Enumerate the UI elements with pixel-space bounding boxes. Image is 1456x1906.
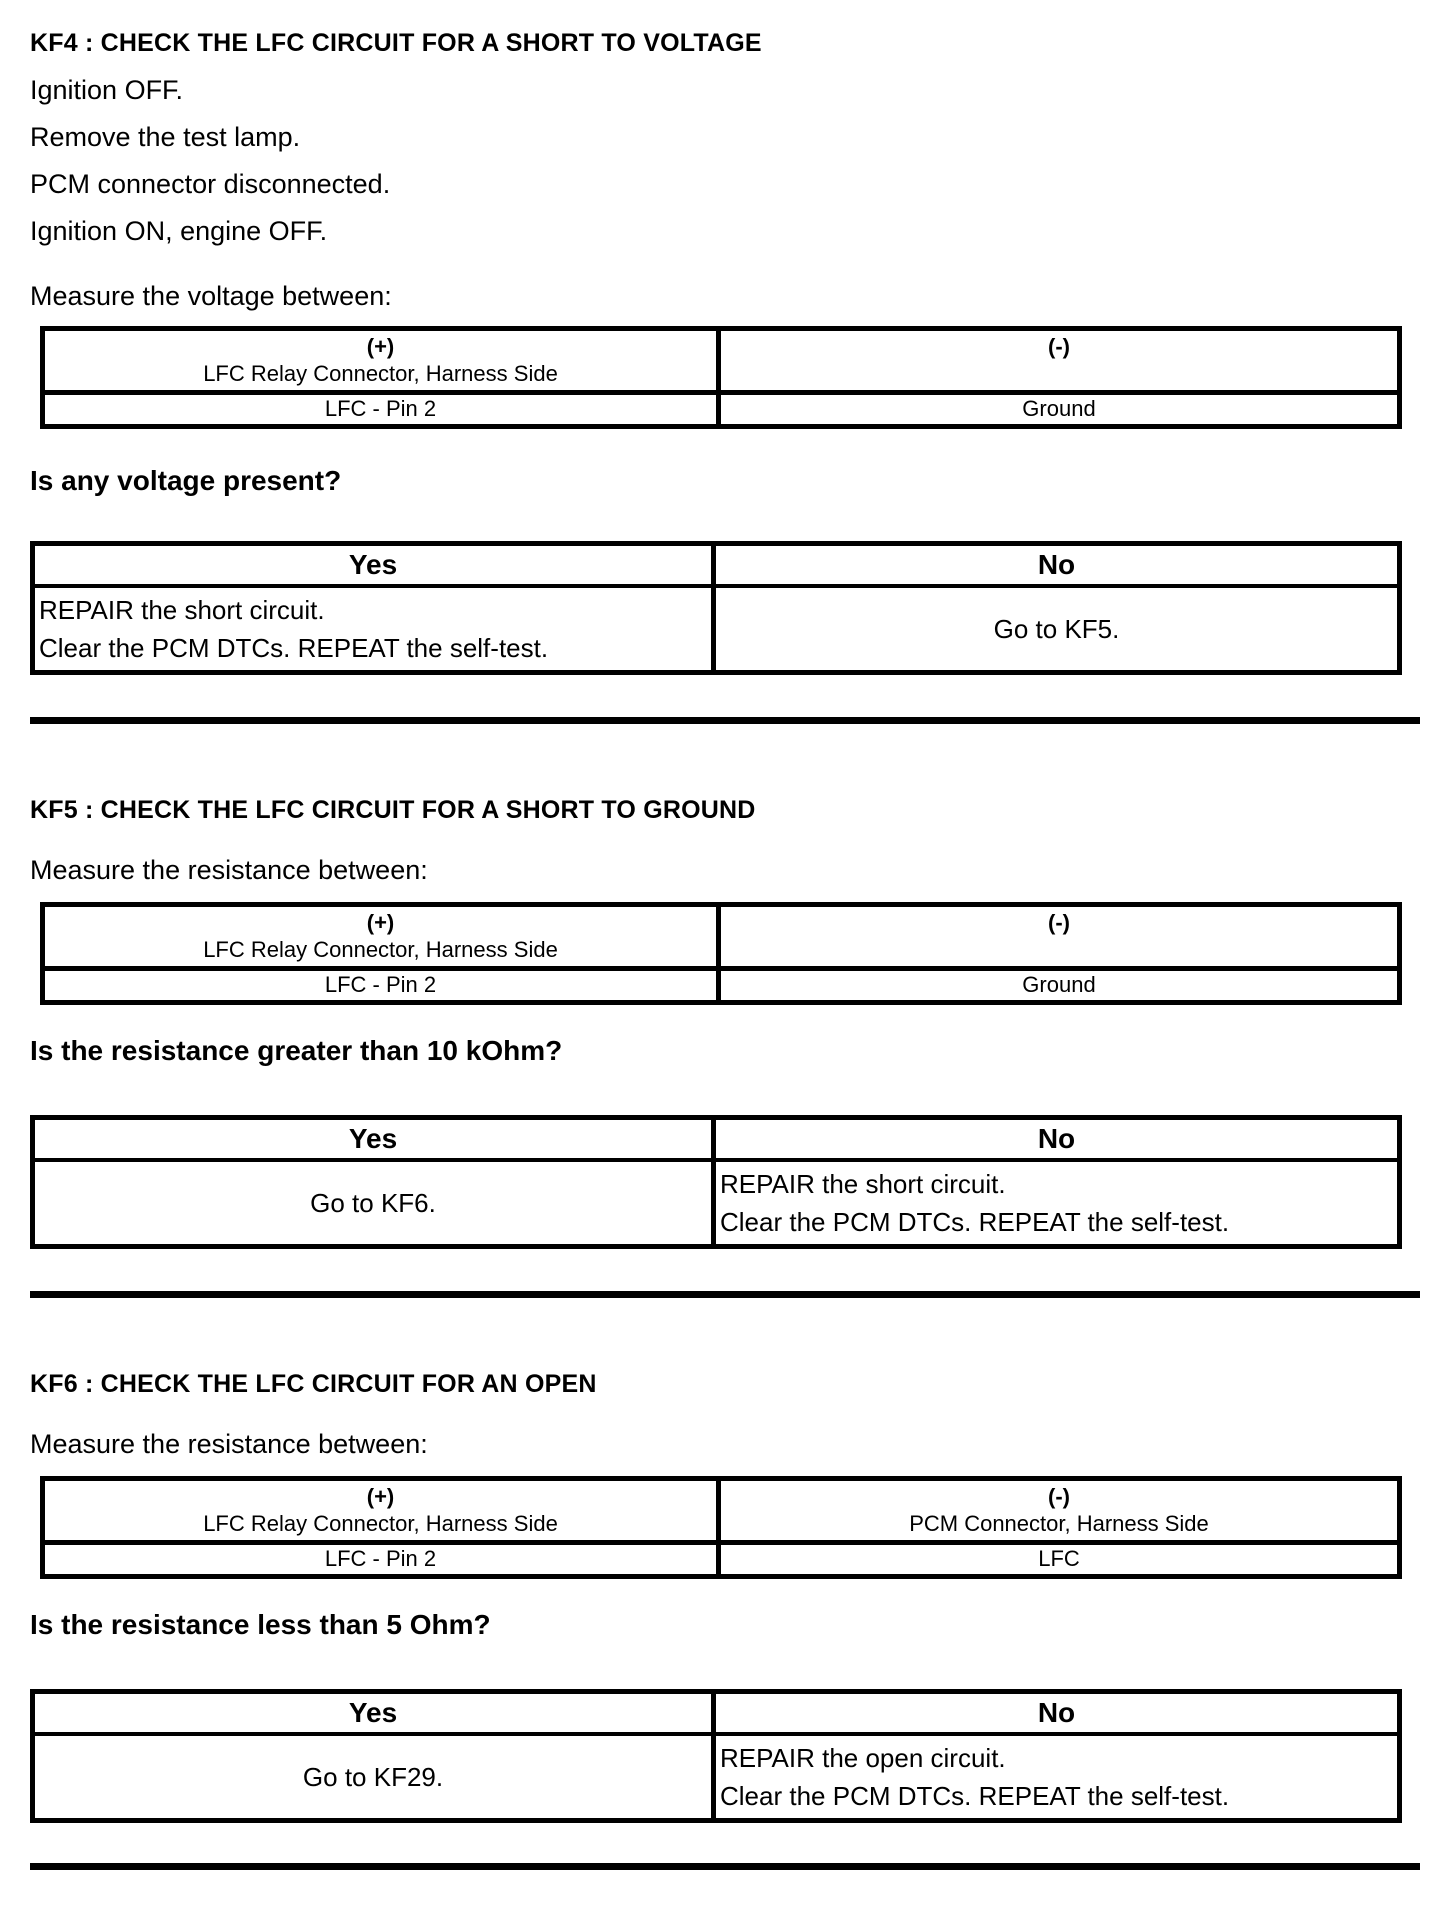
yes-action-cell — [35, 1162, 716, 1244]
result-table-body-row — [35, 588, 1397, 670]
question: Is any voltage present? — [30, 465, 342, 496]
action-line: Go to KF29. — [302, 1762, 444, 1792]
result-table-header-row — [35, 546, 1397, 588]
no-header-cell: No — [1037, 1697, 1076, 1728]
positive-symbol: (+) — [366, 1484, 395, 1509]
result-table — [30, 541, 1402, 675]
positive-point-cell: LFC - Pin 2 — [45, 1545, 721, 1574]
measure-label: Measure the resistance between: — [30, 1429, 428, 1459]
instruction-line: PCM connector disconnected. — [30, 169, 391, 199]
yes-header-cell: Yes — [35, 1694, 716, 1732]
instruction-line: Remove the test lamp. — [30, 122, 301, 152]
no-action-cell — [716, 588, 1397, 670]
result-table — [30, 1689, 1402, 1823]
section-kf5 — [30, 795, 1428, 1298]
positive-symbol: (+) — [366, 910, 395, 935]
measurement-table-header-row — [45, 1481, 1397, 1545]
measurement-table — [40, 326, 1402, 429]
negative-header-cell — [721, 331, 1397, 390]
positive-connector-label: LFC Relay Connector, Harness Side — [203, 361, 558, 386]
section-kf4-heading: KF4 : CHECK THE LFC CIRCUIT FOR A SHORT TO VOLTAGE — [30, 29, 762, 57]
question: Is the resistance greater than 10 kOhm? — [30, 1035, 563, 1066]
yes-header-cell: Yes — [35, 1120, 716, 1158]
action-line: Go to KF5. — [993, 614, 1120, 644]
positive-point-cell: LFC - Pin 2 — [45, 971, 721, 1000]
section-divider — [30, 1291, 1420, 1298]
measurement-table — [40, 1476, 1402, 1579]
measurement-table-header-row — [45, 907, 1397, 971]
negative-point-cell: Ground — [1022, 396, 1096, 421]
negative-symbol: (-) — [1048, 910, 1070, 935]
result-table-body-row — [35, 1162, 1397, 1244]
instruction-line: Ignition OFF. — [30, 75, 184, 105]
positive-symbol: (+) — [366, 334, 395, 359]
action-line: Clear the PCM DTCs. REPEAT the self-test. — [720, 1207, 1230, 1237]
no-header-cell: No — [1037, 1123, 1076, 1154]
action-line: Clear the PCM DTCs. REPEAT the self-test. — [39, 633, 549, 663]
section-divider — [30, 717, 1420, 724]
measurement-table — [40, 902, 1402, 1005]
no-header-cell: No — [1037, 549, 1076, 580]
instruction-line: Ignition ON, engine OFF. — [30, 216, 328, 246]
negative-connector-label: PCM Connector, Harness Side — [909, 1511, 1209, 1536]
measurement-table-data-row — [45, 1545, 1397, 1574]
result-table-header-row — [35, 1120, 1397, 1162]
section-kf4 — [30, 28, 1428, 724]
result-table-header-row — [35, 1694, 1397, 1736]
measurement-table-data-row — [45, 971, 1397, 1000]
negative-point-cell: Ground — [1022, 972, 1096, 997]
section-kf6-heading: KF6 : CHECK THE LFC CIRCUIT FOR AN OPEN — [30, 1370, 597, 1398]
action-line: Clear the PCM DTCs. REPEAT the self-test. — [720, 1781, 1230, 1811]
result-table — [30, 1115, 1402, 1249]
positive-header-cell — [45, 331, 721, 390]
yes-action-cell — [35, 1736, 716, 1818]
action-line: REPAIR the short circuit. — [39, 595, 325, 625]
measurement-table-data-row — [45, 395, 1397, 424]
negative-header-cell — [721, 907, 1397, 966]
no-action-cell — [716, 1736, 1397, 1818]
negative-header-cell — [721, 1481, 1397, 1540]
positive-point-cell: LFC - Pin 2 — [45, 395, 721, 424]
negative-point-cell: LFC — [1038, 1546, 1080, 1571]
yes-header-cell: Yes — [35, 546, 716, 584]
negative-symbol: (-) — [1048, 334, 1070, 359]
section-kf6 — [30, 1369, 1428, 1870]
positive-header-cell — [45, 1481, 721, 1540]
question: Is the resistance less than 5 Ohm? — [30, 1609, 491, 1640]
action-line: REPAIR the short circuit. — [720, 1169, 1006, 1199]
measurement-table-header-row — [45, 331, 1397, 395]
positive-connector-label: LFC Relay Connector, Harness Side — [203, 1511, 558, 1536]
yes-action-cell — [35, 588, 716, 670]
pinpoint-test-page — [0, 28, 1456, 1870]
measure-label: Measure the voltage between: — [30, 281, 392, 311]
section-divider — [30, 1863, 1420, 1870]
measure-label: Measure the resistance between: — [30, 855, 428, 885]
section-kf5-heading: KF5 : CHECK THE LFC CIRCUIT FOR A SHORT TO GROUND — [30, 796, 756, 824]
no-action-cell — [716, 1162, 1397, 1244]
positive-connector-label: LFC Relay Connector, Harness Side — [203, 937, 558, 962]
positive-header-cell — [45, 907, 721, 966]
negative-symbol: (-) — [1048, 1484, 1070, 1509]
result-table-body-row — [35, 1736, 1397, 1818]
action-line: Go to KF6. — [310, 1188, 436, 1218]
action-line: REPAIR the open circuit. — [720, 1743, 1006, 1773]
